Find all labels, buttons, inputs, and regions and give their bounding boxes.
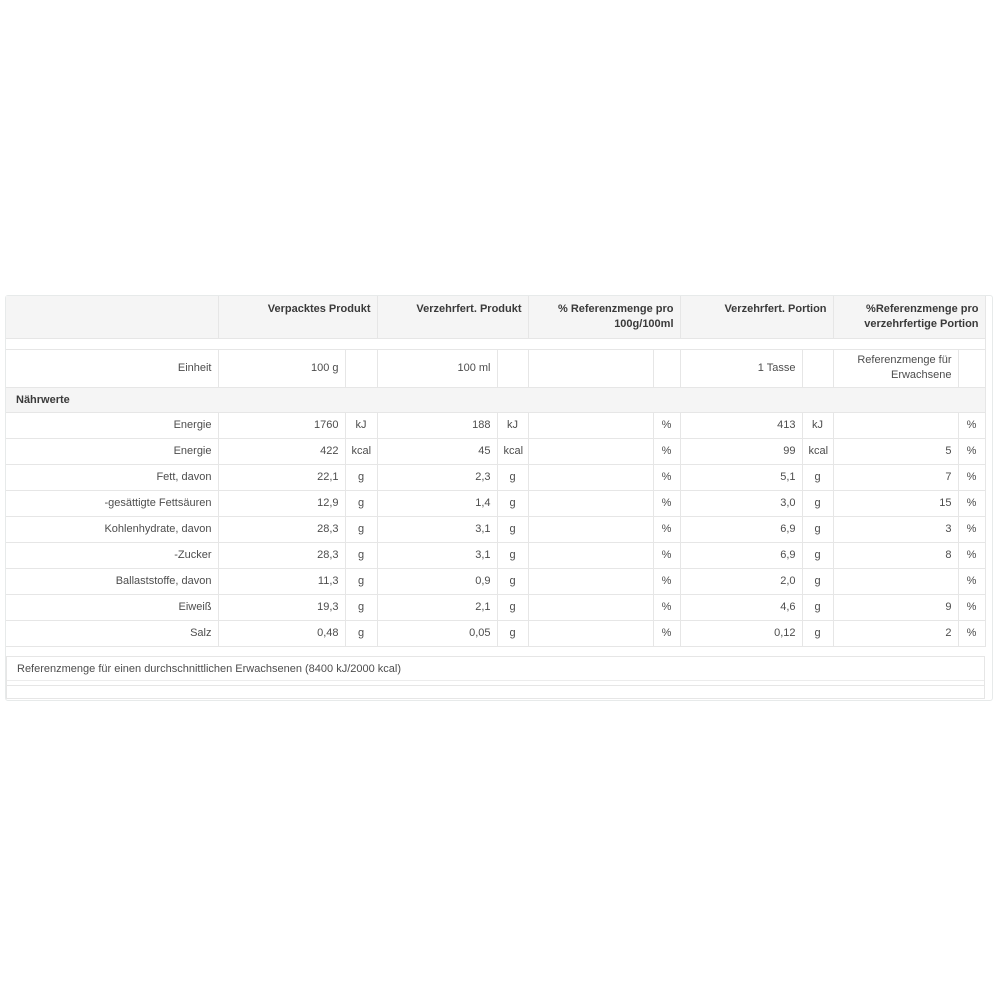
column-header-empty (6, 296, 218, 338)
column-header-packed-product: Verpacktes Produkt (218, 296, 377, 338)
reference-value (528, 464, 653, 490)
portion-reference-value: 15 (833, 490, 958, 516)
nutrient-label: Energie (6, 412, 218, 438)
reference-unit: % (653, 490, 680, 516)
reference-value (528, 490, 653, 516)
nutrient-label: Fett, davon (6, 464, 218, 490)
nutrient-label: Eiweiß (6, 594, 218, 620)
packed-value: 0,48 (218, 620, 345, 646)
column-header-reference-per-portion: %Referenzmenge pro verzehrfertige Portion (833, 296, 985, 338)
table-row (6, 464, 985, 490)
portion-reference-value (833, 412, 958, 438)
table-header-row (6, 296, 985, 338)
ready-value: 3,1 (377, 542, 497, 568)
portion-reference-unit: % (958, 620, 985, 646)
nutrient-label: -gesättigte Fettsäuren (6, 490, 218, 516)
portion-value: 4,6 (680, 594, 802, 620)
portion-unit: kJ (802, 412, 833, 438)
portion-unit-cell (802, 349, 833, 387)
reference-unit-cell (653, 349, 680, 387)
reference-value (528, 516, 653, 542)
ready-unit: g (497, 516, 528, 542)
portion-unit: g (802, 620, 833, 646)
ready-value: 2,1 (377, 594, 497, 620)
spacer-row (6, 338, 985, 349)
packed-value: 1760 (218, 412, 345, 438)
portion-unit: kcal (802, 438, 833, 464)
portion-value: 6,9 (680, 516, 802, 542)
packed-unit-value: 100 g (218, 349, 345, 387)
footnote-box (6, 656, 985, 699)
ready-unit: g (497, 542, 528, 568)
portion-reference-value: 8 (833, 542, 958, 568)
portion-reference-unit: % (958, 464, 985, 490)
packed-value: 12,9 (218, 490, 345, 516)
portion-reference-unit: % (958, 594, 985, 620)
ready-unit: kcal (497, 438, 528, 464)
portion-reference-unit: % (958, 516, 985, 542)
portion-value: 413 (680, 412, 802, 438)
reference-unit: % (653, 620, 680, 646)
portion-reference-unit-value: Referenzmenge für Erwachsene (833, 349, 958, 387)
portion-unit: g (802, 490, 833, 516)
reference-unit: % (653, 438, 680, 464)
ready-unit: kJ (497, 412, 528, 438)
reference-unit: % (653, 516, 680, 542)
table-row (6, 438, 985, 464)
packed-value: 22,1 (218, 464, 345, 490)
packed-unit: g (345, 620, 377, 646)
nutrient-label: Energie (6, 438, 218, 464)
packed-value: 28,3 (218, 516, 345, 542)
reference-unit: % (653, 464, 680, 490)
portion-reference-unit: % (958, 490, 985, 516)
packed-unit: kJ (345, 412, 377, 438)
spacer-cell (6, 338, 985, 349)
reference-value (528, 620, 653, 646)
portion-reference-unit: % (958, 568, 985, 594)
nutrient-label: Kohlenhydrate, davon (6, 516, 218, 542)
portion-reference-unit: % (958, 412, 985, 438)
packed-unit: g (345, 542, 377, 568)
reference-unit: % (653, 594, 680, 620)
table-row (6, 568, 985, 594)
reference-unit-value (528, 349, 653, 387)
unit-row (6, 349, 985, 387)
packed-value: 422 (218, 438, 345, 464)
packed-value: 19,3 (218, 594, 345, 620)
portion-unit: g (802, 594, 833, 620)
reference-unit: % (653, 542, 680, 568)
portion-value: 2,0 (680, 568, 802, 594)
reference-value (528, 438, 653, 464)
table-row (6, 490, 985, 516)
ready-value: 3,1 (377, 516, 497, 542)
ready-unit: g (497, 464, 528, 490)
nutrient-label: Salz (6, 620, 218, 646)
packed-unit-cell (345, 349, 377, 387)
ready-value: 0,05 (377, 620, 497, 646)
packed-value: 28,3 (218, 542, 345, 568)
packed-unit: g (345, 594, 377, 620)
portion-unit: g (802, 516, 833, 542)
nutrition-table (6, 296, 986, 647)
portion-reference-unit-cell (958, 349, 985, 387)
ready-unit: g (497, 620, 528, 646)
ready-unit: g (497, 568, 528, 594)
portion-value: 3,0 (680, 490, 802, 516)
portion-value: 5,1 (680, 464, 802, 490)
reference-value (528, 542, 653, 568)
portion-unit-value: 1 Tasse (680, 349, 802, 387)
packed-unit: g (345, 516, 377, 542)
reference-value (528, 568, 653, 594)
column-header-ready-product: Verzehrfert. Produkt (377, 296, 528, 338)
table-row (6, 516, 985, 542)
nutrient-label: -Zucker (6, 542, 218, 568)
portion-value: 0,12 (680, 620, 802, 646)
table-row (6, 620, 985, 646)
portion-value: 6,9 (680, 542, 802, 568)
reference-value (528, 594, 653, 620)
ready-value: 1,4 (377, 490, 497, 516)
ready-value: 0,9 (377, 568, 497, 594)
portion-reference-value (833, 568, 958, 594)
nutrient-label: Ballaststoffe, davon (6, 568, 218, 594)
portion-reference-unit: % (958, 542, 985, 568)
unit-row-label: Einheit (6, 349, 218, 387)
section-header-label: Nährwerte (6, 387, 985, 412)
ready-unit-value: 100 ml (377, 349, 497, 387)
portion-reference-value: 3 (833, 516, 958, 542)
packed-unit: kcal (345, 438, 377, 464)
portion-reference-value: 7 (833, 464, 958, 490)
portion-reference-value: 9 (833, 594, 958, 620)
packed-unit: g (345, 490, 377, 516)
section-header-row (6, 387, 985, 412)
ready-unit: g (497, 490, 528, 516)
packed-value: 11,3 (218, 568, 345, 594)
packed-unit: g (345, 464, 377, 490)
nutrition-panel (5, 295, 993, 701)
ready-unit-cell (497, 349, 528, 387)
column-header-reference-per-100g: % Referenzmenge pro 100g/100ml (528, 296, 680, 338)
table-row (6, 542, 985, 568)
footnote-text: Referenzmenge für einen durchschnittlichen Erwachsenen (8400 kJ/2000 kcal) (7, 657, 984, 681)
portion-reference-value: 5 (833, 438, 958, 464)
portion-unit: g (802, 568, 833, 594)
table-row (6, 594, 985, 620)
portion-unit: g (802, 542, 833, 568)
ready-value: 2,3 (377, 464, 497, 490)
packed-unit: g (345, 568, 377, 594)
column-header-ready-portion: Verzehrfert. Portion (680, 296, 833, 338)
portion-reference-value: 2 (833, 620, 958, 646)
footnote-empty-row (7, 686, 984, 698)
portion-value: 99 (680, 438, 802, 464)
ready-value: 188 (377, 412, 497, 438)
portion-reference-unit: % (958, 438, 985, 464)
ready-unit: g (497, 594, 528, 620)
ready-value: 45 (377, 438, 497, 464)
reference-unit: % (653, 412, 680, 438)
table-row (6, 412, 985, 438)
reference-unit: % (653, 568, 680, 594)
reference-value (528, 412, 653, 438)
portion-unit: g (802, 464, 833, 490)
